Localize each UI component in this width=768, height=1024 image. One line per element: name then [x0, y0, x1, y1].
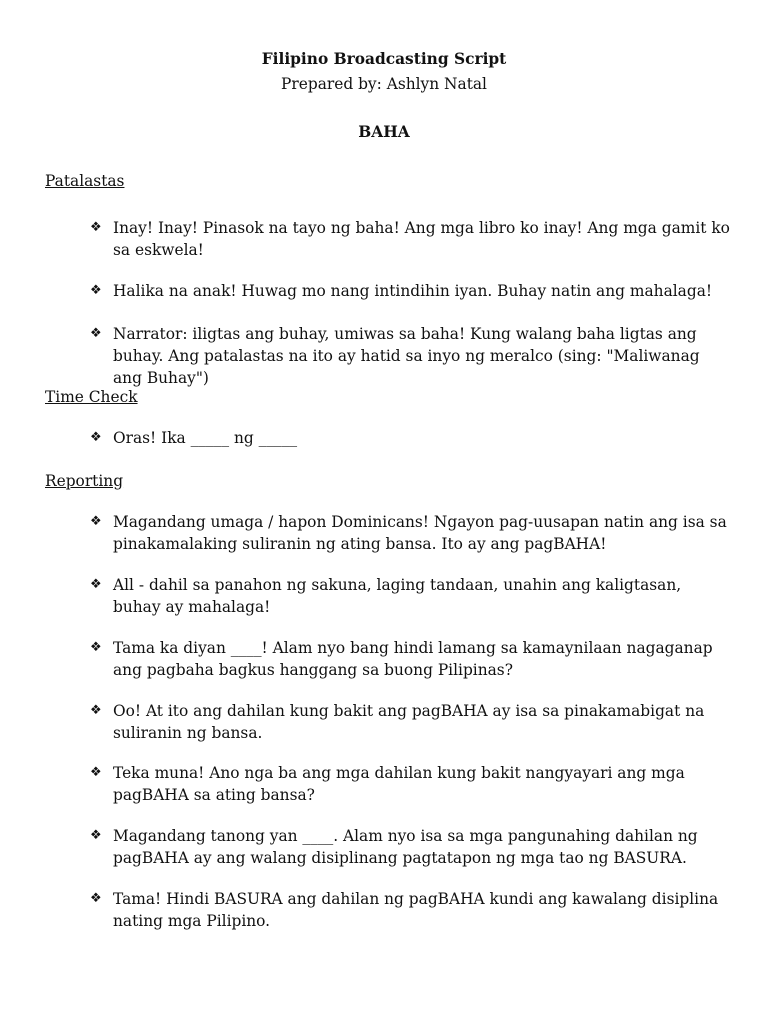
diamond-bullet-icon: ❖ — [90, 640, 102, 655]
list-item: ❖ Tama! Hindi BASURA ang dahilan ng pagBAHA kundi ang kawalang disiplina nating mga Pilipino. — [90, 890, 719, 930]
list-item: ❖ All - dahil sa panahon ng sakuna, laging tandaan, unahin ang kaligtasan, buhay ay mahalaga! — [90, 576, 682, 616]
section-heading-patalastas: Patalastas — [45, 172, 125, 190]
prepared-by: Prepared by: Ashlyn Natal — [281, 75, 487, 93]
list-item: ❖ Narrator: iligtas ang buhay, umiwas sa baha! Kung walang baha ligtas ang buhay. Ang patalastas na ito ay hatid sa inyo ng meralco (sing: "Maliwanag ang Buhay") — [90, 325, 700, 387]
list-item: ❖ Halika na anak! Huwag mo nang intindihin iyan. Buhay natin ang mahalaga! — [90, 282, 713, 300]
diamond-bullet-icon: ❖ — [90, 283, 102, 298]
list-item: ❖ Magandang tanong yan ____. Alam nyo isa sa mga pangunahing dahilan ng pagBAHA ay ang walang disiplinang pagtatapon ng mga tao ng BASURA. — [90, 827, 698, 867]
diamond-bullet-icon: ❖ — [90, 703, 102, 718]
diamond-bullet-icon: ❖ — [90, 891, 102, 906]
diamond-bullet-icon: ❖ — [90, 828, 102, 843]
diamond-bullet-icon: ❖ — [90, 577, 102, 592]
diamond-bullet-icon: ❖ — [90, 430, 102, 445]
document-title: Filipino Broadcasting Script — [261, 50, 507, 68]
section-heading-reporting: Reporting — [45, 472, 124, 490]
list-item: ❖ Tama ka diyan ____! Alam nyo bang hindi lamang sa kamaynilaan nagaganap ang pagbaha bagkus hanggang sa buong Pilipinas? — [90, 639, 713, 679]
diamond-bullet-icon: ❖ — [90, 514, 102, 529]
list-item: ❖ Oras! Ika _____ ng _____ — [90, 429, 298, 447]
diamond-bullet-icon: ❖ — [90, 220, 102, 235]
diamond-bullet-icon: ❖ — [90, 765, 102, 780]
list-item: ❖ Teka muna! Ano nga ba ang mga dahilan kung bakit nangyayari ang mga pagBAHA sa ating bansa? — [90, 764, 685, 804]
list-item: ❖ Inay! Inay! Pinasok na tayo ng baha! Ang mga libro ko inay! Ang mga gamit ko sa eskwela! — [90, 219, 730, 259]
diamond-bullet-icon: ❖ — [90, 326, 102, 341]
list-item: ❖ Magandang umaga / hapon Dominicans! Ngayon pag-uusapan natin ang isa sa pinakamalaking suliranin ng ating bansa. Ito ay ang pagBAHA! — [90, 513, 727, 553]
section-heading-time-check: Time Check — [45, 388, 138, 406]
list-item: ❖ Oo! At ito ang dahilan kung bakit ang pagBAHA ay isa sa pinakamabigat na suliranin ng bansa. — [90, 702, 705, 742]
topic-title: BAHA — [358, 123, 410, 141]
